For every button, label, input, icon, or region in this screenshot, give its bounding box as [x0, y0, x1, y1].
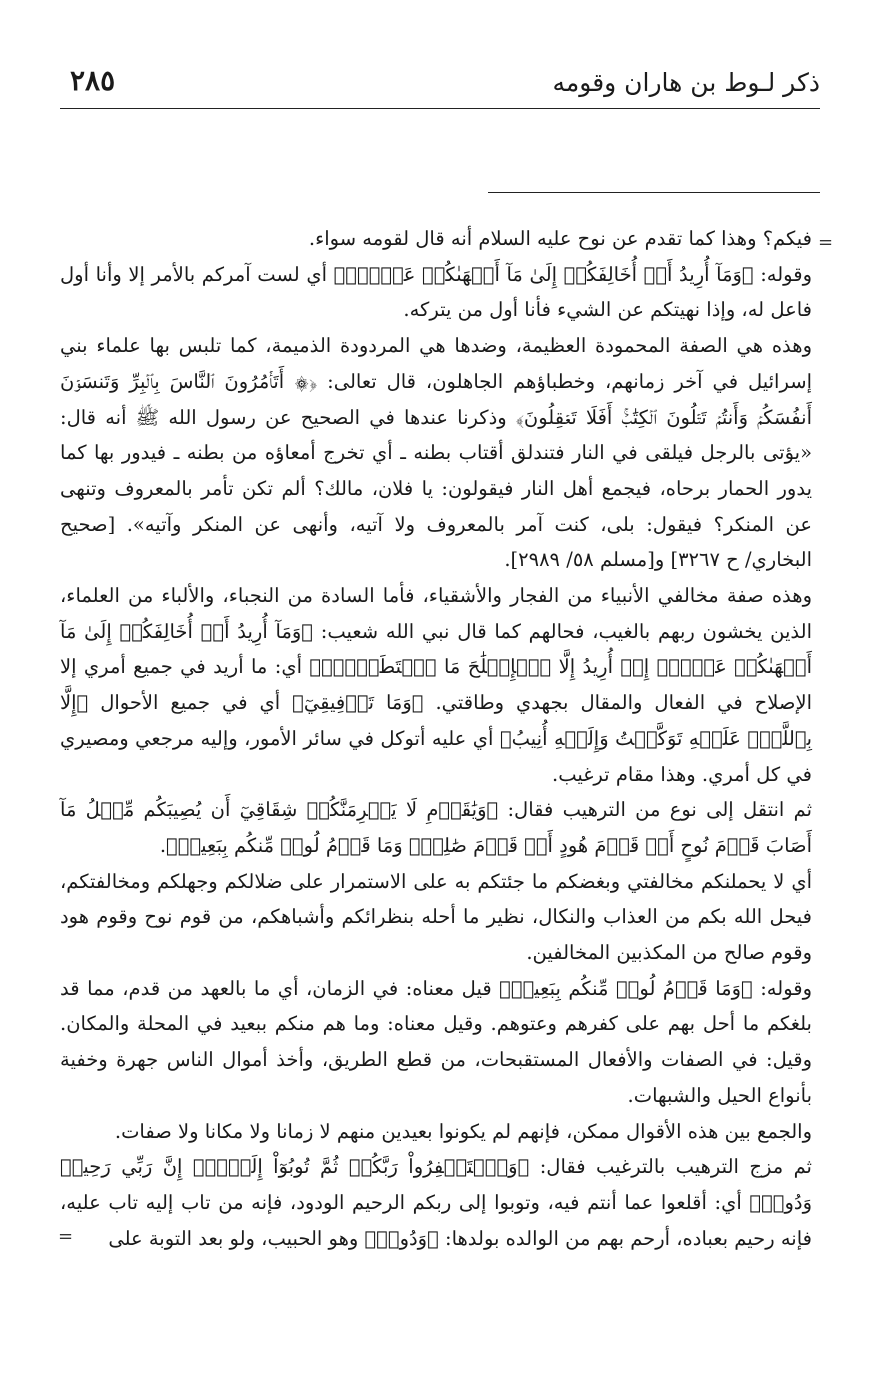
paragraph: ثم مزج الترهيب بالترغيب فقال: ﴿وَٱسۡتَغۡفِرُواْ رَبَّكُمۡ ثُمَّ تُوبُوٓاْ إِلَيۡهِۚ إِنَّ رَبِّي رَحِيمٞ وَدُودٞ﴾ أي: أقلعوا عما أنتم فيه، وتوبوا إلى ربكم الرحيم الودود، فإنه من تاب إليه تاب عليه، فإنه رحيم بعباده، أرحم بهم من الوالده بولدها: ﴿وَدُودٞ﴾ وهو الحبيب، ولو بعد التوبة على	[60, 1155, 812, 1250]
paragraph: والجمع بين هذه الأقوال ممكن، فإنهم لم يكونوا بعيدين منهم لا زمانا ولا مكانا ولا صفات.	[114, 1119, 812, 1143]
paragraph: أي لا يحملنكم مخالفتي وبغضكم ما جئتكم به على الاستمرار على ضلالكم وجهلكم ومخالفتكم، فيحل الله بكم من العذاب والنكال، نظير ما أحله بنظرائكم وأشباهكم، من قوم نوح وقوم هود وقوم صالح من المكذبين المخالفين.	[60, 869, 812, 965]
paragraph: وهذه صفة مخالفي الأنبياء من الفجار والأشقياء، فأما السادة من النجباء، والألباء من العلماء، الذين يخشون ربهم بالغيب، فحالهم كما قال نبي الله شعيب: ﴿وَمَآ أُرِيدُ أَنۡ أُخَالِفَكُمۡ إِلَىٰ مَآ أَنۡهَىٰكُمۡ عَنۡهُۚ إِنۡ أُرِيدُ إِلَّا ٱلۡإِصۡلَٰحَ مَا ٱسۡتَطَعۡتُۚ﴾ أي: ما أريد في جميع أمري إلا الإصلاح في الفعال والمقال بجهدي وطاقتي. ﴿وَمَا تَوۡفِيقِيٓ﴾ أي في جميع الأحوال ﴿إِلَّا بِٱللَّهِۚ عَلَيۡهِ تَوَكَّلۡتُ وَإِلَيۡهِ أُنِيبُ﴾ أي عليه أتوكل في سائر الأمور، وإليه مرجعي ومصيري في كل أمري. وهذا مقام ترغيب.	[60, 584, 812, 786]
page-number: ٢٨٥	[70, 64, 116, 97]
paragraph: وهذه هي الصفة المحمودة العظيمة، وضدها هي المردودة الذميمة، كما تلبس بها علماء بني إسرائيل في آخر زمانهم، وخطباؤهم الجاهلون، قال تعالى: ﴿۞ أَتَأۡمُرُونَ ٱلنَّاسَ بِٱلۡبِرِّ وَتَنسَوۡنَ أَنفُسَكُمۡ وَأَنتُمۡ تَتۡلُونَ ٱلۡكِتَٰبَۚ أَفَلَا تَعۡقِلُونَ﴾ وذكرنا عندها في الصحيح عن رسول الله ﷺ أنه قال: «يؤتى بالرجل فيلقى في النار فتندلق أقتاب بطنه ـ أي تخرج أمعاؤه من بطنه ـ فيدور بها كما يدور الحمار برحاه، فيجمع أهل النار فيقولون: يا فلان، مالك؟ ألم تكن تأمر بالمعروف وتنهى عن المنكر؟ فيقول: بلى، كنت آمر بالمعروف ولا آتيه، وأنهى عن المنكر وآتيه». [صحيح البخاري/ ح ٣٢٦٧] و[مسلم ٥٨/ ٢٩٨٩].	[60, 334, 812, 572]
paragraph: ثم انتقل إلى نوع من الترهيب فقال: ﴿وَيَٰقَوۡمِ لَا يَجۡرِمَنَّكُمۡ شِقَاقِيٓ أَن يُصِيبَكُم مِّثۡلُ مَآ أَصَابَ قَوۡمَ نُوحٍ أَوۡ قَوۡمَ هُودٍ أَوۡ قَوۡمَ صَٰلِحٖۚ وَمَا قَوۡمُ لُوطٖ مِّنكُم بِبَعِيدٖ﴾.	[60, 798, 812, 857]
paragraph: وقوله: ﴿وَمَآ أُرِيدُ أَنۡ أُخَالِفَكُمۡ إِلَىٰ مَآ أَنۡهَىٰكُمۡ عَنۡهُۚ﴾ أي لست آمركم بالأمر إلا وأنا أول فاعل له، وإذا نهيتكم عن الشيء فأنا أول من يتركه.	[60, 262, 812, 322]
paragraph: فيكم؟ وهذا كما تقدم عن نوح عليه السلام أنه قال لقومه سواء.	[308, 227, 812, 250]
continuation-mark-end: =	[58, 1226, 74, 1248]
separator-rule	[488, 192, 820, 193]
continuation-mark-start: =	[818, 232, 834, 253]
page-header	[60, 62, 820, 109]
body-text	[60, 221, 812, 1256]
running-title: ذكر لـوط بن هاران وقومه	[552, 68, 820, 97]
paragraph: وقوله: ﴿وَمَا قَوۡمُ لُوطٖ مِّنكُم بِبَعِيدٖ﴾ قيل معناه: في الزمان، أي ما بالعهد من قدم، مما قد بلغكم ما أحل بهم على كفرهم وعتوهم. وقيل معناه: وما هم منكم ببعيد في المحلة والمكان. وقيل: في الصفات والأفعال المستقبحات، من قطع الطريق، وأخذ أموال الناس جهرة وخفية بأنواع الحيل والشبهات.	[60, 976, 812, 1107]
